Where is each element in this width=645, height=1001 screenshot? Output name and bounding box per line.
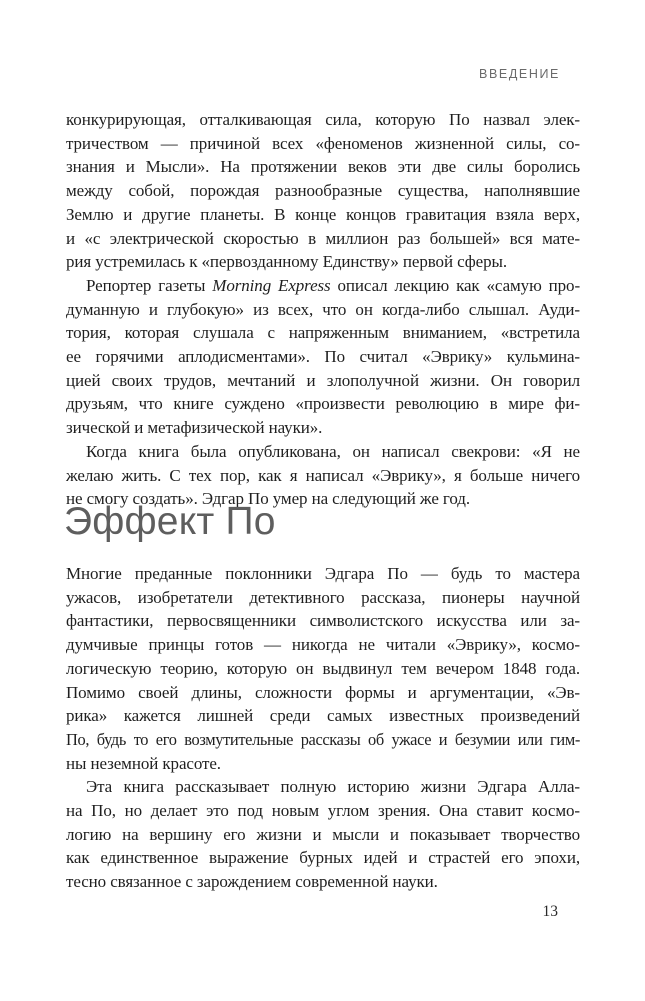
text-line: Когда книга была опубликована, он написал свекрови: «Я не: [86, 441, 580, 461]
text-line: ее горячими аплодисментами». По считал «Эврику» кульмина-: [66, 347, 580, 367]
text-line: Землю и другие планеты. В конце концов гравитация взяла верх,: [66, 204, 580, 224]
text-line: ны неземной красоте.: [66, 753, 221, 773]
text-line: знания и Мысли». На протяжении веков эти две силы боролись: [66, 157, 580, 177]
section-body: [66, 562, 580, 894]
text-line: думчивые принцы готов — никогда не читали «Эврику», космо-: [66, 635, 580, 655]
text-line: зической и метафизической науки».: [66, 418, 323, 438]
text-line: конкурирующая, отталкивающая сила, которую По назвал элек-: [66, 110, 580, 129]
text-line: тория, которая слушала с напряженным вниманием, «встретила: [66, 323, 580, 343]
text-line: Помимо своей длины, сложности формы и аргументации, «Эв-: [66, 682, 580, 702]
text-line: логическую теорию, которую он выдвинул тем вечером 1848 года.: [66, 658, 580, 678]
text-fragment: описал лекцию как «самую про-: [337, 275, 581, 295]
text-line: думанную и глубокую» из всех, что он когда-либо слышал. Ауди-: [66, 299, 580, 319]
text-line: ужасов, изобретатели детективного рассказа, пионеры научной: [66, 587, 580, 607]
text-line: Эта книга рассказывает полную историю жизни Эдгара Алла-: [86, 777, 580, 797]
text-line: рия устремилась к «первозданному Единству» первой сферы.: [66, 252, 507, 272]
text-line: Многие преданные поклонники Эдгара По — будь то мастера: [66, 564, 580, 583]
text-line: фантастики, первосвященники символистского искусства или за-: [66, 611, 580, 631]
text-line: По, будь то его возмутительные рассказы об ужасе и безумии или гим-: [66, 729, 580, 749]
text-line: логию на вершину его жизни и мысли и показывает творчество: [66, 824, 580, 844]
section-heading: Эффект По: [64, 500, 276, 543]
paragraph-continued: [66, 108, 580, 511]
text-line: на По, но делает это под новым углом зрения. Она ставит космо-: [66, 801, 580, 821]
text-line: желаю жить. С тех пор, как я написал «Эврику», я больше ничего: [66, 465, 580, 485]
text-line: [66, 274, 580, 298]
newspaper-title: Morning Express: [212, 275, 331, 295]
text-line: цией своих трудов, мечтаний и злополучной жизни. Он говорил: [66, 370, 580, 390]
text-line: друзьям, что книге суждено «произвести революцию в мире фи-: [66, 394, 580, 414]
text-line: и «с электрической скоростью в миллион раз большей» вся мате-: [66, 228, 580, 248]
text-line: как единственное выражение бурных идей и страстей его эпохи,: [66, 848, 580, 868]
text-line: тесно связанное с зарождением современной науки.: [66, 872, 438, 892]
text-line: между собой, порождая разнообразные существа, наполнявшие: [66, 181, 580, 201]
text-line: рика» кажется лишней среди самых известных произведений: [66, 706, 580, 726]
text-line: не смогу создать». Эдгар По умер на следующий же год.: [66, 489, 470, 509]
text-fragment: Репортер газеты: [86, 275, 206, 295]
running-head: ВВЕДЕНИЕ: [479, 67, 560, 81]
page-number: 13: [542, 903, 558, 920]
text-line: тричеством — причиной всех «феноменов жизненной силы, со-: [66, 133, 580, 153]
